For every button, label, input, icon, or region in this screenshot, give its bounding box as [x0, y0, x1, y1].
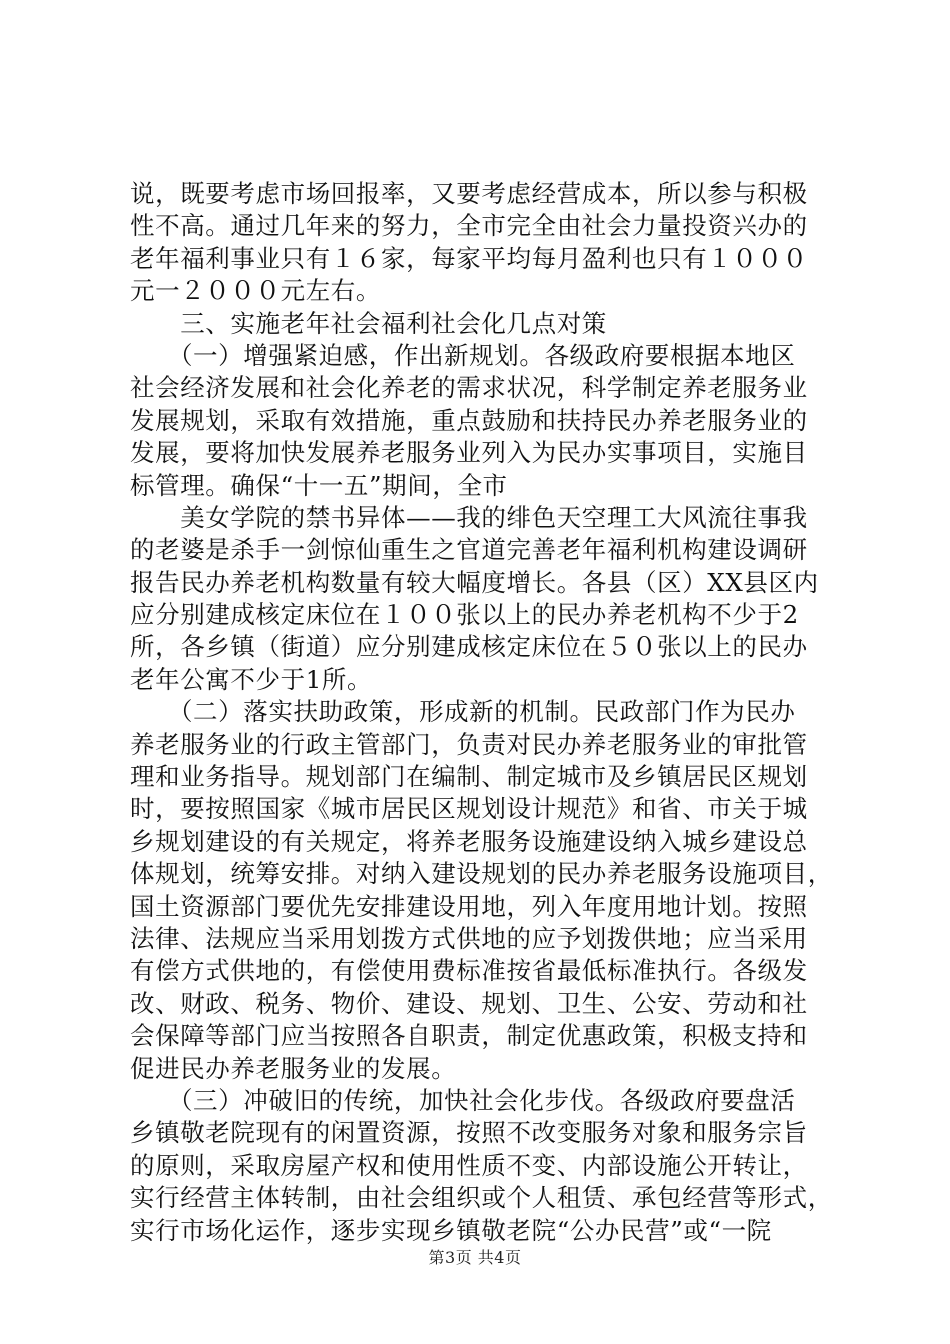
text-line: 实行市场化运作，逐步实现乡镇敬老院“公办民营”或“一院: [130, 1215, 772, 1245]
text-line: 会保障等部门应当按照各自职责，制定优惠政策，积极支持和: [130, 1021, 808, 1051]
page-footer: [0, 1245, 950, 1268]
text-line: 性不高。通过几年来的努力，全市完全由社会力量投资兴办的: [130, 211, 808, 241]
text-line: 报告民办养老机构数量有较大幅度增长。各县（区）XX县区内: [130, 567, 819, 597]
text-line: 法律、法规应当采用划拨方式供地的应予划拨供地；应当采用: [130, 923, 808, 953]
text-line: 美女学院的禁书异体——我的绯色天空理工大风流往事我: [130, 502, 808, 532]
text-line: 乡镇敬老院现有的闲置资源，按照不改变服务对象和服务宗旨: [130, 1118, 808, 1148]
text-line: （二）落实扶助政策，形成新的机制。民政部门作为民办: [130, 697, 796, 727]
text-line: 改、财政、税务、物价、建设、规划、卫生、公安、劳动和社: [130, 988, 808, 1018]
text-line: 所，各乡镇（街道）应分别建成核定床位在５０张以上的民办: [130, 632, 808, 662]
text-line: 国土资源部门要优先安排建设用地，列入年度用地计划。按照: [130, 891, 808, 921]
text-line: 发展规划，采取有效措施，重点鼓励和扶持民办养老服务业的: [130, 405, 808, 435]
text-line: 时，要按照国家《城市居民区规划设计规范》和省、市关于城: [130, 794, 808, 824]
text-line: 体规划，统筹安排。对纳入建设规划的民办养老服务设施项目，: [130, 859, 833, 889]
text-line: 有偿方式供地的，有偿使用费标准按省最低标准执行。各级发: [130, 956, 808, 986]
text-line: 理和业务指导。规划部门在编制、制定城市及乡镇居民区规划: [130, 762, 808, 792]
text-line: 标管理。确保“十一五”期间，全市: [130, 470, 508, 500]
text-line: 乡规划建设的有关规定，将养老服务设施建设纳入城乡建设总: [130, 826, 808, 856]
text-line: 的原则，采取房屋产权和使用性质不变、内部设施公开转让，: [130, 1150, 808, 1180]
text-line: 促进民办养老服务业的发展。: [130, 1053, 457, 1083]
text-line: 养老服务业的行政主管部门，负责对民办养老服务业的审批管: [130, 729, 808, 759]
text-line: 说，既要考虑市场回报率，又要考虑经营成本，所以参与积极: [130, 179, 808, 208]
text-line: 发展，要将加快发展养老服务业列入为民办实事项目，实施目: [130, 438, 808, 468]
text-line: 老年福利事业只有１６家，每家平均每月盈利也只有１０００: [130, 243, 808, 273]
text-line: （三）冲破旧的传统，加快社会化步伐。各级政府要盘活: [130, 1085, 796, 1115]
text-line: 元一２０００元左右。: [130, 276, 381, 306]
text-line: 社会经济发展和社会化养老的需求状况，科学制定养老服务业: [130, 373, 808, 403]
text-line: 实行经营主体转制，由社会组织或个人租赁、承包经营等形式，: [130, 1183, 833, 1213]
text-line: 老年公寓不少于1所。: [130, 664, 373, 694]
text-line: 的老婆是杀手一剑惊仙重生之官道完善老年福利机构建设调研: [130, 535, 808, 565]
text-line: 应分别建成核定床位在１００张以上的民办养老机构不少于2: [130, 600, 799, 630]
section-heading: 三、实施老年社会福利社会化几点对策: [130, 308, 607, 338]
document-body: [130, 178, 833, 1247]
text-line: （一）增强紧迫感，作出新规划。各级政府要根据本地区: [130, 340, 796, 370]
page-number-label: 第3页 共4页: [428, 1248, 522, 1267]
